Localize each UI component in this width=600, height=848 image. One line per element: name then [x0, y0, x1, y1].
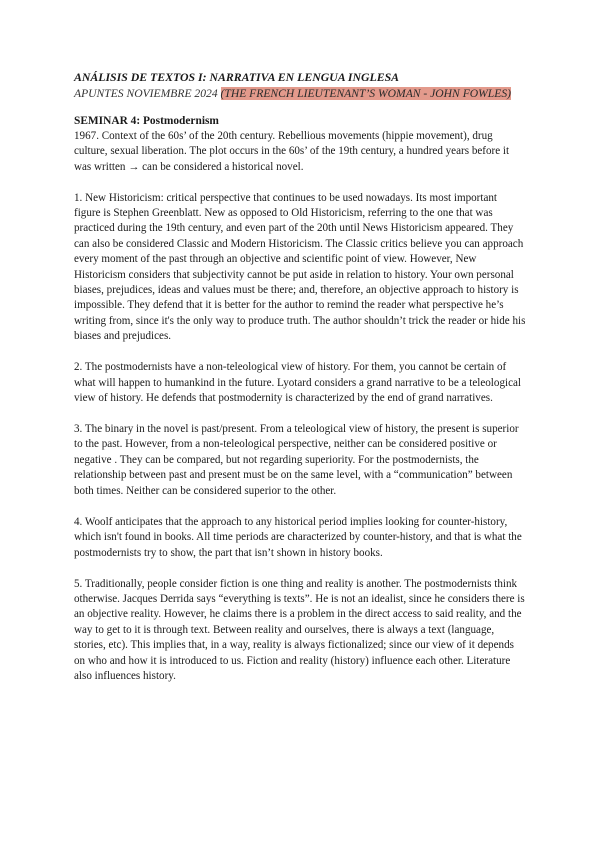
point-paragraph-2: 2. The postmodernists have a non-teleological view of history. For them, you cannot be certain of what will happen to humankind in the future. Lyotard considers a grand narrative to be a teleological view of history. He defends that postmodernity is characterized by the end of grand narratives. — [74, 361, 521, 405]
point-paragraph-4: 4. Woolf anticipates that the approach to any historical period implies looking for counter-history, which isn't found in books. All time periods are characterized by counter-history, and that is what the postmodernists try to show, the part that isn’t shown in history books. — [74, 515, 522, 559]
document-title: ANÁLISIS DE TEXTOS I: NARRATIVA EN LENGUA INGLESA — [74, 70, 400, 84]
intro-paragraph: 1967. Context of the 60s’ of the 20th century. Rebellious movements (hippie movement), drug culture, sexual liberation. The plot occurs in the 60s’ of the 19th century, a hundred years before it was written → can be considered a historical novel. — [74, 130, 510, 173]
document-subtitle — [74, 85, 526, 102]
subtitle-date: APUNTES NOVIEMBRE 2024 — [74, 87, 221, 100]
subtitle-highlight: (THE FRENCH LIEUTENANT’S WOMAN - JOHN FOWLES) — [220, 87, 511, 100]
seminar-heading: SEMINAR 4: Postmodernism — [74, 115, 219, 127]
point-paragraph-1: 1. New Historicism: critical perspective that continues to be used nowadays. Its most important figure is Stephen Greenblatt. New as opposed to Old Historicism, referring to the one that was practiced during the 19th century, and even part of the 20th until News Historicism appeared. They can also be considered Classic and Modern Historicism. The Classic critics believe you can approach every moment of the past through an objective and scientific point of view. However, New Historicism considers that subjectivity cannot be put aside in relation to history. Your own personal biases, prejudices, ideas and values must be there; and, therefore, an objective approach to history is impossible. They defend that it is better for the author to remind the reader what perspective he’s writing from, since it's the only way to produce truth. The author shouldn’t trick the reader or hide his biases and prejudices. — [74, 191, 526, 343]
point-paragraph-5: 5. Traditionally, people consider fiction is one thing and reality is another. The postmodernists think otherwise. Jacques Derrida says “everything is texts”. He is not an idealist, since he considers there is an objective reality. However, he claims there is a problem in the direct access to said reality, and the way to get to it is through text. Between reality and ourselves, there is always a text (language, stories, etc). This implies that, in a way, reality is always fictionalized; since our view of it depends on who and how it is introduced to us. Fiction and reality (history) influence each other. Literature also influences history. — [74, 577, 525, 682]
document-page — [74, 70, 526, 700]
point-paragraph-3: 3. The binary in the novel is past/present. From a teleological view of history, the present is superior to the past. However, from a non-teleological perspective, neither can be considered positive or negative . They can be compared, but not regarding superiority. For the postmodernists, the relationship between past and present must be on the same level, with a “communication” between both times. Neither can be considered superior to the other. — [74, 423, 519, 497]
